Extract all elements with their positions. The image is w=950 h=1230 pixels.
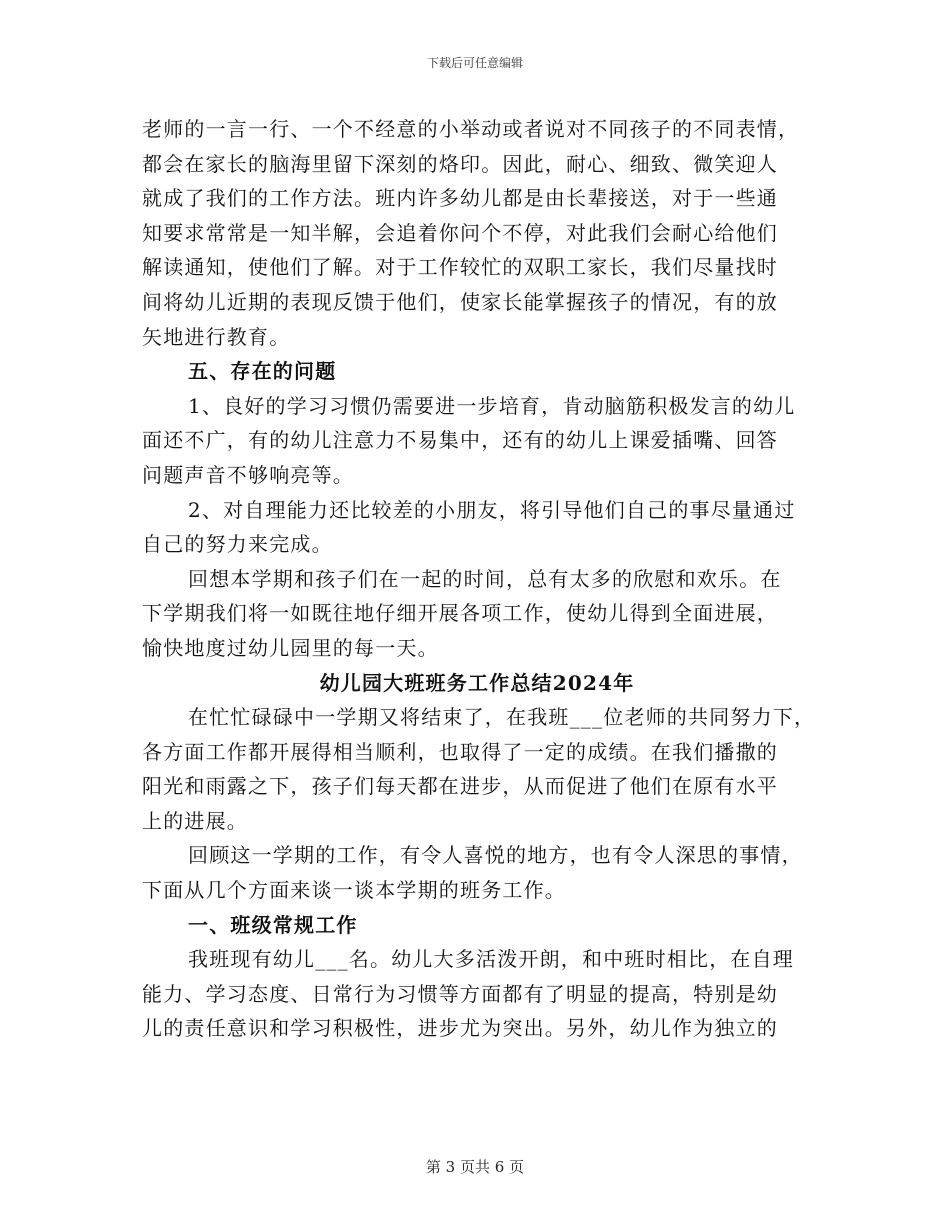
text-line: 愉快地度过幼儿园里的每一天。 — [142, 635, 439, 660]
section-heading: 一、班级常规工作 — [188, 912, 358, 937]
text-line: 都会在家长的脑海里留下深刻的烙印。因此，耐心、细致、微笑迎人 — [142, 151, 778, 176]
paragraph-first-line: 回顾这一学期的工作，有令人喜悦的地方，也有令人深思的事情， — [188, 843, 803, 868]
text-line: 知要求常常是一知半解，会追着你问个不停，对此我们会耐心给他们 — [142, 220, 778, 245]
text-line: 下面从几个方面来谈一谈本学期的班务工作。 — [142, 878, 566, 903]
page-header: 下载后可任意编辑 — [426, 56, 523, 70]
paragraph-first-line: 2、对自理能力还比较差的小朋友，将引导他们自己的事尽量通过 — [188, 497, 796, 522]
text-line: 阳光和雨露之下，孩子们每天都在进步，从而促进了他们在原有水平 — [142, 774, 778, 799]
text-line: 自己的努力来完成。 — [142, 532, 333, 557]
text-line: 问题声音不够响亮等。 — [142, 462, 354, 487]
text-line: 矢地进行教育。 — [142, 324, 291, 349]
paragraph-first-line: 回想本学期和孩子们在一起的时间，总有太多的欣慰和欢乐。在 — [188, 566, 782, 591]
section-heading: 五、存在的问题 — [188, 359, 337, 384]
text-line: 间将幼儿近期的表现反馈于他们，使家长能掌握孩子的情况，有的放 — [142, 289, 778, 314]
text-line: 儿的责任意识和学习积极性，进步尤为突出。另外，幼儿作为独立的 — [142, 1016, 778, 1041]
paragraph-first-line: 1、良好的学习习惯仍需要进一步培育，肯动脑筋积极发言的幼儿 — [188, 393, 796, 418]
document-body — [142, 112, 816, 1046]
text-line: 就成了我们的工作方法。班内许多幼儿都是由长辈接送，对于一些通 — [142, 186, 778, 211]
text-line: 老师的一言一行、一个不经意的小举动或者说对不同孩子的不同表情， — [142, 117, 800, 141]
page-number: 第 3 页共 6 页 — [425, 1158, 525, 1176]
text-line: 解读通知，使他们了解。对于工作较忙的双职工家长，我们尽量找时 — [142, 255, 778, 280]
paragraph-first-line: 我班现有幼儿___名。幼儿大多活泼开朗，和中班时相比，在自理 — [188, 947, 794, 972]
text-line: 各方面工作都开展得相当顺利，也取得了一定的成绩。在我们播撒的 — [142, 739, 778, 764]
text-line: 下学期我们将一如既往地仔细开展各项工作，使幼儿得到全面进展， — [142, 601, 778, 626]
document-title: 幼儿园大班班务工作总结2024年 — [319, 670, 635, 695]
text-line: 上的进展。 — [142, 808, 248, 833]
text-line: 能力、学习态度、日常行为习惯等方面都有了明显的提高，特别是幼 — [142, 981, 778, 1006]
paragraph-first-line: 在忙忙碌碌中一学期又将结束了，在我班___位老师的共同努力下， — [188, 705, 816, 730]
text-line: 面还不广，有的幼儿注意力不易集中，还有的幼儿上课爱插嘴、回答 — [142, 428, 778, 453]
